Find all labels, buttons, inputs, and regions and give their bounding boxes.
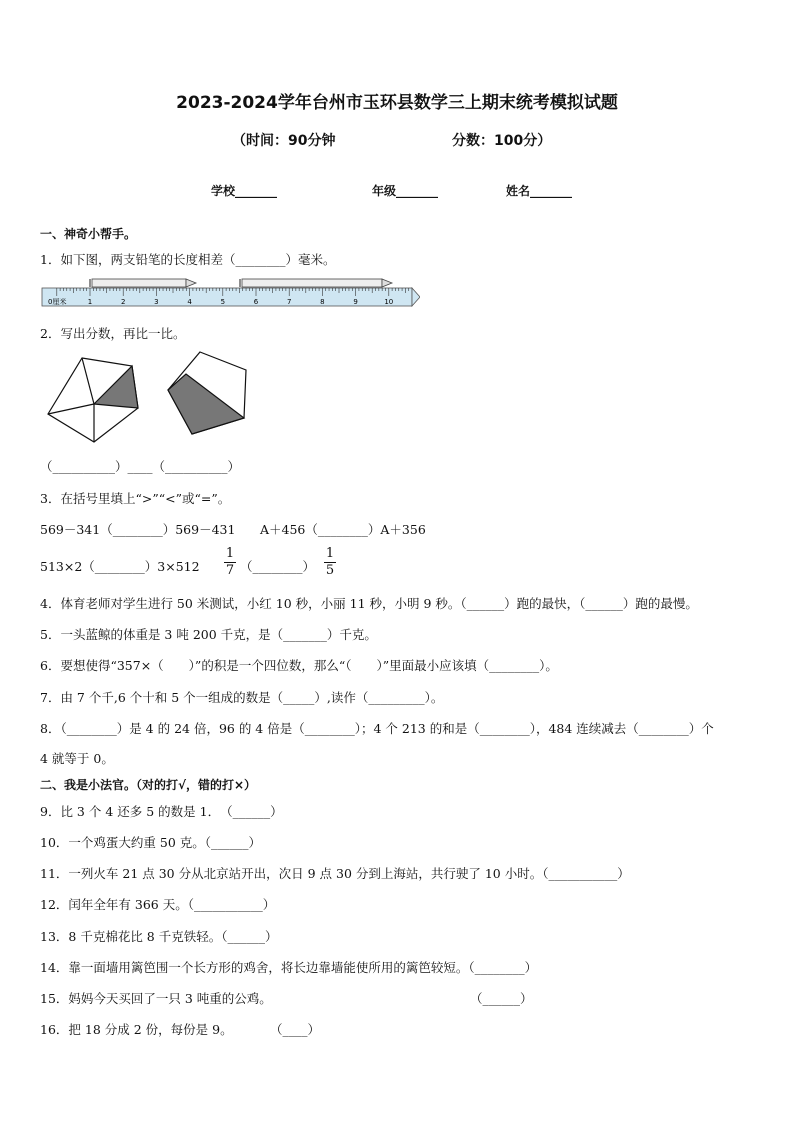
fraction-one-fifth <box>324 546 336 579</box>
question-6: 6．要想使得“357×（ ）”的积是一个四位数，那么“（ ）”里面最小应该填（________）。 <box>40 658 558 673</box>
question-3-row2-blank: （________） <box>240 559 316 574</box>
question-16-blank: （____） <box>270 1022 321 1037</box>
ruler-tick-label: 10 <box>384 298 394 306</box>
fraction-numerator: 1 <box>325 546 335 561</box>
school-field: 学校_______ <box>211 184 278 198</box>
exam-time: （时间：90分钟 <box>232 133 336 149</box>
section2-heading: 二、我是小法官。（对的打√，错的打×） <box>40 778 257 792</box>
ruler-tick-label: 6 <box>253 298 259 306</box>
ruler-tick-label: 2 <box>120 298 126 306</box>
grade-field: 年级_______ <box>372 184 439 198</box>
question-16: 16．把 18 分成 2 份，每份是 9。 <box>40 1022 233 1037</box>
question-3: 3．在括号里填上“>”“<”或“=”。 <box>40 491 231 506</box>
question-5: 5．一头蓝鲸的体重是 3 吨 200 千克，是（_______）千克。 <box>40 627 377 642</box>
pencil-1 <box>90 279 196 287</box>
ruler-tick-label: 8 <box>320 298 325 306</box>
ruler-tick-label: 9 <box>353 298 358 306</box>
ruler-tick-label: 7 <box>286 298 292 306</box>
ruler-tick-label: 4 <box>187 298 192 306</box>
section1-heading: 一、神奇小帮手。 <box>40 227 137 241</box>
question-2-answer: （__________）____（__________） <box>40 459 241 474</box>
ruler-tick-label: 1 <box>87 298 93 306</box>
question-12: 12．闰年全年有 366 天。（___________） <box>40 897 276 912</box>
pencil-2 <box>240 279 392 287</box>
exam-score: 分数：100分） <box>452 133 552 149</box>
name-field: 姓名_______ <box>506 184 573 198</box>
question-7: 7．由 7 个千,6 个十和 5 个一组成的数是（_____）,读作（_________）。 <box>40 690 444 705</box>
ruler-tick-label: 5 <box>220 298 226 306</box>
question-10: 10．一个鸡蛋大约重 50 克。（______） <box>40 835 262 850</box>
page-title: 2023-2024学年台州市玉环县数学三上期末统考模拟试题 <box>176 93 618 113</box>
fraction-one-seventh <box>224 546 236 579</box>
pentagon-2 <box>164 350 254 440</box>
question-3-row1-b: A＋456（________）A＋356 <box>260 522 426 537</box>
ruler-tick-label: 3 <box>154 298 159 306</box>
fraction-denominator: 5 <box>325 563 335 578</box>
question-13: 13．8 千克棉花比 8 千克铁轻。（______） <box>40 929 278 944</box>
question-4: 4．体育老师对学生进行 50 米测试，小红 10 秒，小丽 11 秒，小明 9 秒。（______）跑的最快，（______）跑的最慢。 <box>40 596 698 611</box>
question-2: 2．写出分数，再比一比。 <box>40 326 186 341</box>
question-9: 9．比 3 个 4 还多 5 的数是 1． （______） <box>40 804 283 819</box>
question-15: 15．妈妈今天买回了一只 3 吨重的公鸡。 <box>40 991 272 1006</box>
ruler-unit-label: 0厘米 <box>48 298 67 306</box>
question-11: 11．一列火车 21 点 30 分从北京站开出，次日 9 点 30 分到上海站，共行驶了 10 小时。（___________） <box>40 866 630 881</box>
question-8-line2: 4 就等于 0。 <box>40 751 114 766</box>
fraction-numerator: 1 <box>225 546 235 561</box>
question-3-row2-a: 513×2（________）3×512 <box>40 559 200 574</box>
pentagon-1 <box>44 354 144 446</box>
question-1: 1．如下图，两支铅笔的长度相差（________）毫米。 <box>40 252 336 267</box>
ruler-figure <box>40 276 420 310</box>
question-3-row1-a: 569－341（________）569－431 <box>40 522 236 537</box>
question-15-blank: （______） <box>470 991 533 1006</box>
question-8-line1: 8．（________）是 4 的 24 倍，96 的 4 倍是（________）；4 个 213 的和是（________），484 连续减去（________）个 <box>40 721 714 736</box>
question-14: 14．靠一面墙用篱笆围一个长方形的鸡舍，将长边靠墙能使所用的篱笆较短。（________） <box>40 960 538 975</box>
fraction-denominator: 7 <box>225 563 235 578</box>
